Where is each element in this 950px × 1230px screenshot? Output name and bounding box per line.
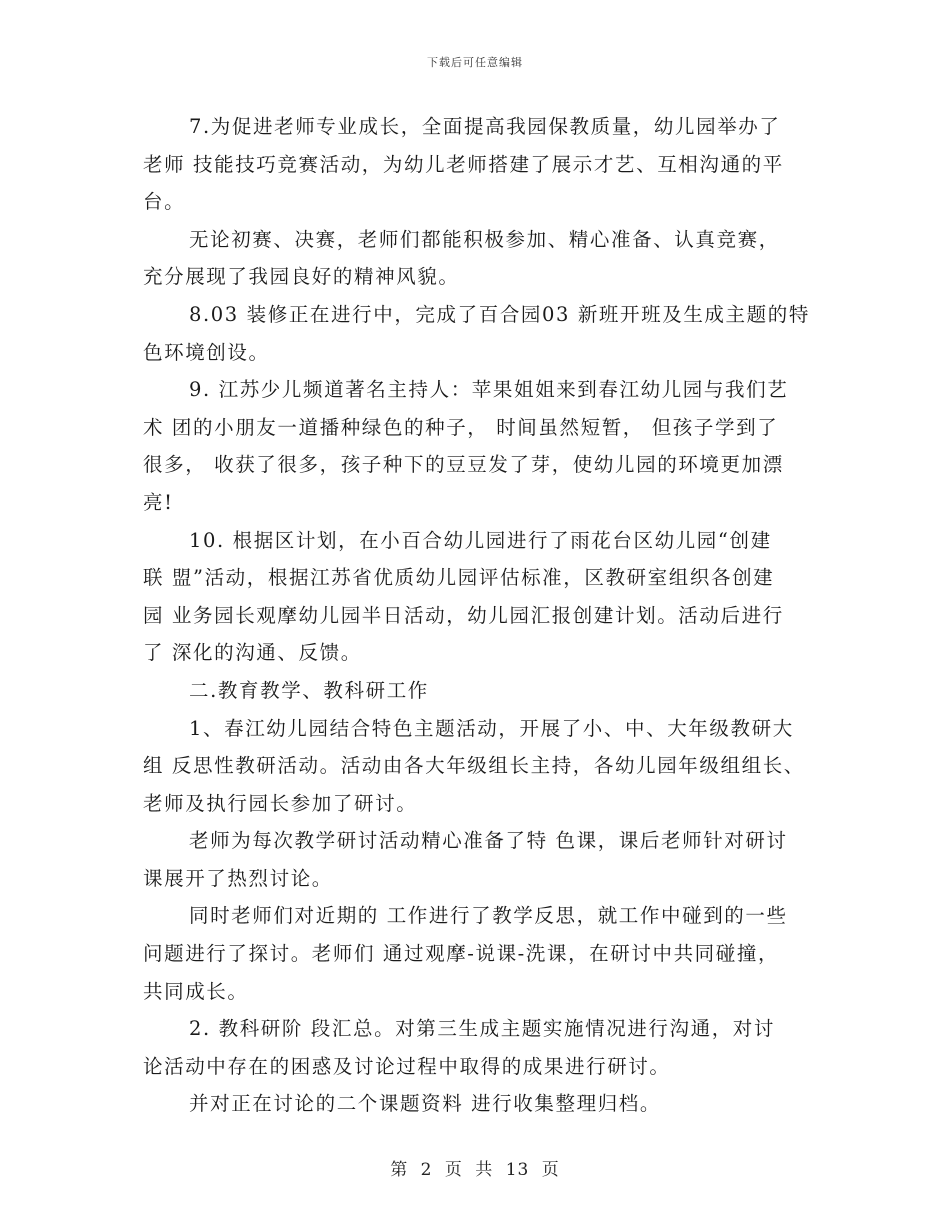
text-line: 2. 教科研阶 段汇总。对第三生成主题实施情况进行沟通，对讨 (189, 1017, 776, 1041)
document-body (143, 108, 818, 1123)
text-line: 园 业务园长观摩幼儿园半日活动，幼儿园汇报创建计划。活动后进行 (143, 603, 784, 627)
page-number: 第 2 页 共 13 页 (390, 1160, 560, 1180)
text-line: 问题进行了探讨。老师们 通过观摩-说课-洗课，在研讨中共同碰撞， (143, 942, 780, 966)
text-line: 老师及执行园长参加了研讨。 (143, 791, 418, 815)
text-line: 共同成长。 (143, 979, 249, 1003)
text-line: 色环境创设。 (143, 340, 270, 364)
text-line: 9. 江苏少儿频道著名主持人：苹果姐姐来到春江幼儿园与我们艺 (189, 378, 789, 402)
text-line: 老师 技能技巧竞赛活动，为幼儿老师搭建了展示才艺、互相沟通的平 (143, 152, 784, 176)
text-line: 术 团的小朋友一道播种绿色的种子， 时间虽然短暂， 但孩子学到了 (143, 415, 779, 439)
text-line: 二.教育教学、教科研工作 (189, 678, 429, 702)
text-line: 很多， 收获了很多，孩子种下的豆豆发了芽，使幼儿园的环境更加漂 (143, 453, 784, 477)
text-line: 1、春江幼儿园结合特色主题活动，开展了小、中、大年级教研大 (189, 716, 794, 740)
text-line: 同时老师们对近期的 工作进行了教学反思，就工作中碰到的一些 (189, 904, 788, 928)
text-line: 8.03 装修正在进行中，完成了百合园03 新班开班及生成主题的特 (189, 302, 810, 326)
page-header-note: 下载后可任意编辑 (427, 56, 523, 69)
text-line: 10. 根据区计划，在小百合幼儿园进行了雨花台区幼儿园“创建 (189, 528, 772, 552)
text-line: 台。 (143, 190, 186, 214)
text-line: 7.为促进老师专业成长，全面提高我园保教质量，幼儿园举办了 (189, 115, 781, 138)
text-line: 论活动中存在的困惑及讨论过程中取得的成果进行研讨。 (143, 1054, 671, 1078)
text-line: 无论初赛、决赛，老师们都能积极参加、精心准备、认真竞赛， (189, 227, 780, 251)
text-line: 并对正在讨论的二个课题资料 进行收集整理归档。 (189, 1092, 661, 1116)
text-line: 亮! (143, 490, 174, 514)
text-line: 联 盟”活动，根据江苏省优质幼儿园评估标准，区教研室组织各创建 (143, 566, 775, 590)
text-line: 老师为每次教学研讨活动精心准备了特 色课，课后老师针对研讨 (189, 829, 788, 853)
text-line: 充分展现了我园良好的精神风貌。 (143, 265, 460, 289)
text-line: 课展开了热烈讨论。 (143, 866, 333, 890)
text-line: 组 反思性教研活动。活动由各大年级组长主持，各幼儿园年级组组长、 (143, 754, 805, 778)
text-line: 了 深化的沟通、反馈。 (143, 641, 362, 665)
